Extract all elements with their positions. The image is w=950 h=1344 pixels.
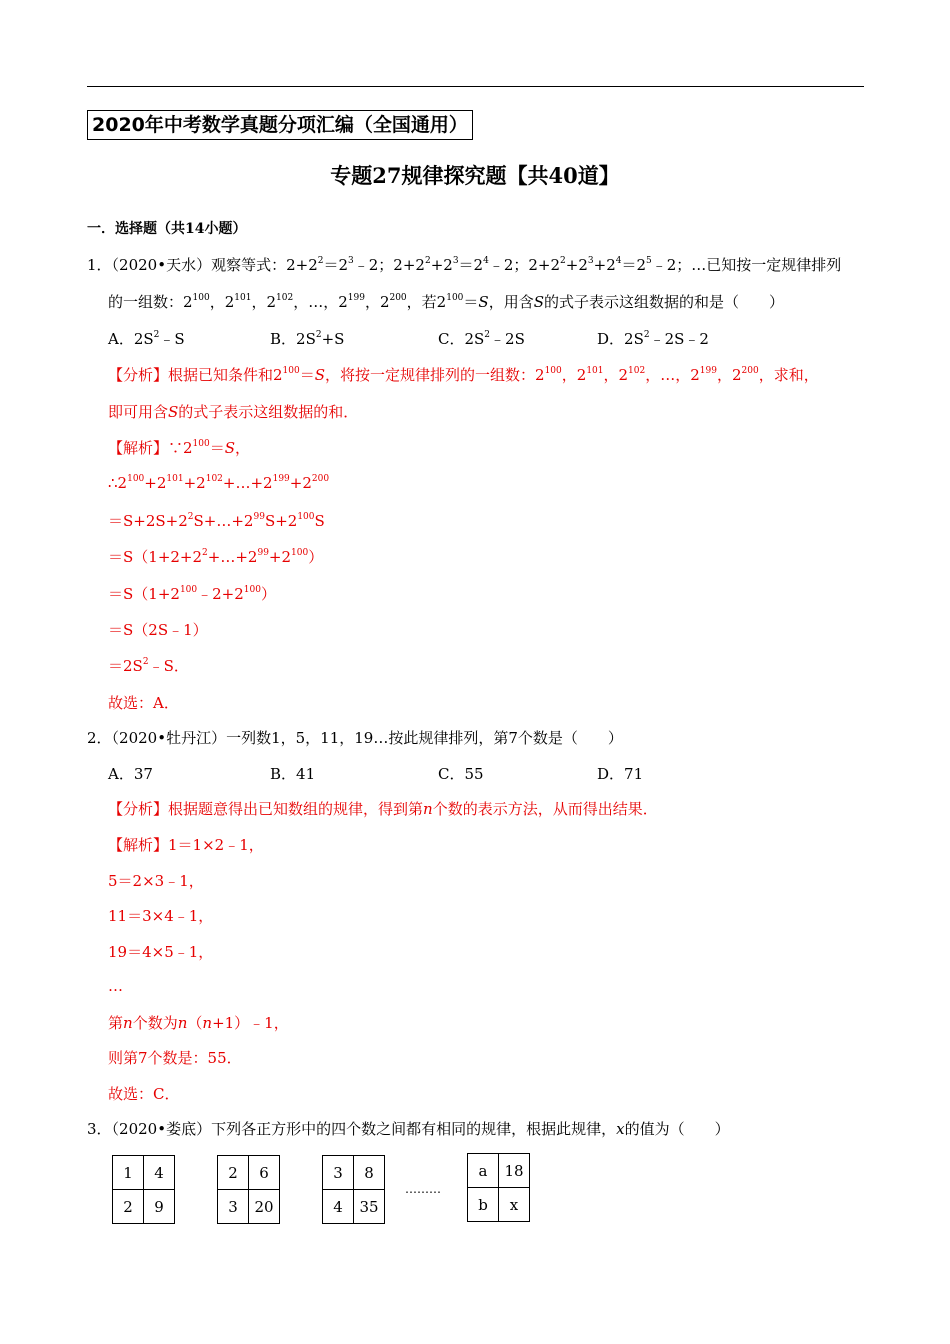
number-square-1	[112, 1155, 175, 1224]
square-cell: 3	[218, 1190, 249, 1224]
q1-analysis: 【分析】根据已知条件和$2^{100}=S$，将按一定规律排列的一组数：$2^{100}$，$2^{101}$，$2^{102}$，…，$2^{199}$，$2^{200}$，求和，	[108, 366, 819, 384]
q1-step1: $\therefore 2^{100}+2^{101}+2^{102}+\dots+2^{199}+2^{200}$	[108, 474, 330, 492]
q2-sol6: 第n个数为n（n+1）﹣1，	[108, 1014, 289, 1032]
square-cell: 20	[249, 1190, 280, 1224]
square-cell: b	[468, 1188, 499, 1222]
square-cell: a	[468, 1154, 499, 1188]
number-square-2	[217, 1155, 280, 1224]
square-cell: 18	[499, 1154, 530, 1188]
q2-option-c: C．55	[438, 765, 484, 783]
q1-line1: 1．（2020•天水）观察等式：$2+2^2=2^3﹣2$；$2+2^2+2^3=2^4﹣2$；$2+2^2+2^3+2^4=2^5﹣2$；…已知按一定规律排列	[87, 256, 842, 274]
square-cell: 2	[218, 1156, 249, 1190]
topic-title: 专题27规律探究题【共40道】	[330, 163, 620, 188]
square-cell: 4	[144, 1156, 175, 1190]
q1-solution-label: 【解析】$\because 2^{100}=S$，	[108, 439, 251, 457]
series-title: 2020年中考数学真题分项汇编（全国通用）	[87, 110, 473, 140]
q2-option-d: D．71	[597, 765, 644, 783]
square-cell: 35	[354, 1190, 385, 1224]
q1-step6: $=2S^2﹣S$．	[108, 657, 189, 675]
number-square-4	[467, 1153, 530, 1222]
q2-sol2: 5＝2×3﹣1，	[108, 872, 204, 890]
ellipsis-dots: ………	[405, 1182, 441, 1196]
square-cell: 1	[113, 1156, 144, 1190]
square-cell: 6	[249, 1156, 280, 1190]
q2-sol5: …	[108, 977, 123, 995]
square-cell: 8	[354, 1156, 385, 1190]
square-cell: x	[499, 1188, 530, 1222]
header-rule	[87, 86, 864, 87]
square-cell: 3	[323, 1156, 354, 1190]
q2-sol1: 【解析】1＝1×2﹣1，	[108, 836, 264, 854]
q1-step3: $=S(1+2+2^2+\dots+2^{99}+2^{100})$	[108, 548, 324, 566]
q1-option-a: A．$2S^2﹣S$	[108, 330, 185, 348]
q2-answer: 故选：C．	[108, 1085, 180, 1103]
q2-option-a: A．37	[108, 765, 153, 783]
square-cell: 2	[113, 1190, 144, 1224]
q2-sol4: 19＝4×5﹣1，	[108, 943, 214, 961]
q2-analysis: 【分析】根据题意得出已知数组的规律，得到第n个数的表示方法，从而得出结果．	[108, 800, 658, 818]
square-cell: 9	[144, 1190, 175, 1224]
q1-step2: $=S+2S+2^2S+\dots+2^{99}S+2^{100}S$	[108, 512, 325, 530]
q1-step4: $=S(1+2^{100}﹣2+2^{100})$	[108, 585, 276, 603]
q1-analysis-line2: 即可用含S的式子表示这组数据的和．	[108, 403, 359, 421]
q3-stem: 3．（2020•娄底）下列各正方形中的四个数之间都有相同的规律，根据此规律，x的值为（ ）	[87, 1120, 730, 1138]
q1-answer: 故选：A．	[108, 694, 179, 712]
section-heading: 一．选择题（共14小题）	[87, 221, 247, 237]
q1-line2: 的一组数：$2^{100}$，$2^{101}$，$2^{102}$，…，$2^{199}$，$2^{200}$，若$2^{100}=S$，用含S的式子表示这组数据的和是（ ）	[108, 293, 785, 311]
q2-sol7: 则第7个数是：55．	[108, 1049, 242, 1067]
q1-option-c: C．$2S^2﹣2S$	[438, 330, 525, 348]
q1-option-d: D．$2S^2﹣2S﹣2$	[597, 330, 709, 348]
square-cell: 4	[323, 1190, 354, 1224]
q2-stem: 2．（2020•牡丹江）一列数1，5，11，19…按此规律排列，第7个数是（ ）	[87, 729, 623, 747]
number-square-3	[322, 1155, 385, 1224]
q2-option-b: B．41	[270, 765, 316, 783]
q2-sol3: 11＝3×4﹣1，	[108, 907, 214, 925]
q1-step5: ＝S（2S﹣1）	[108, 621, 208, 639]
q1-option-b: B．$2S^2+S$	[270, 330, 345, 348]
